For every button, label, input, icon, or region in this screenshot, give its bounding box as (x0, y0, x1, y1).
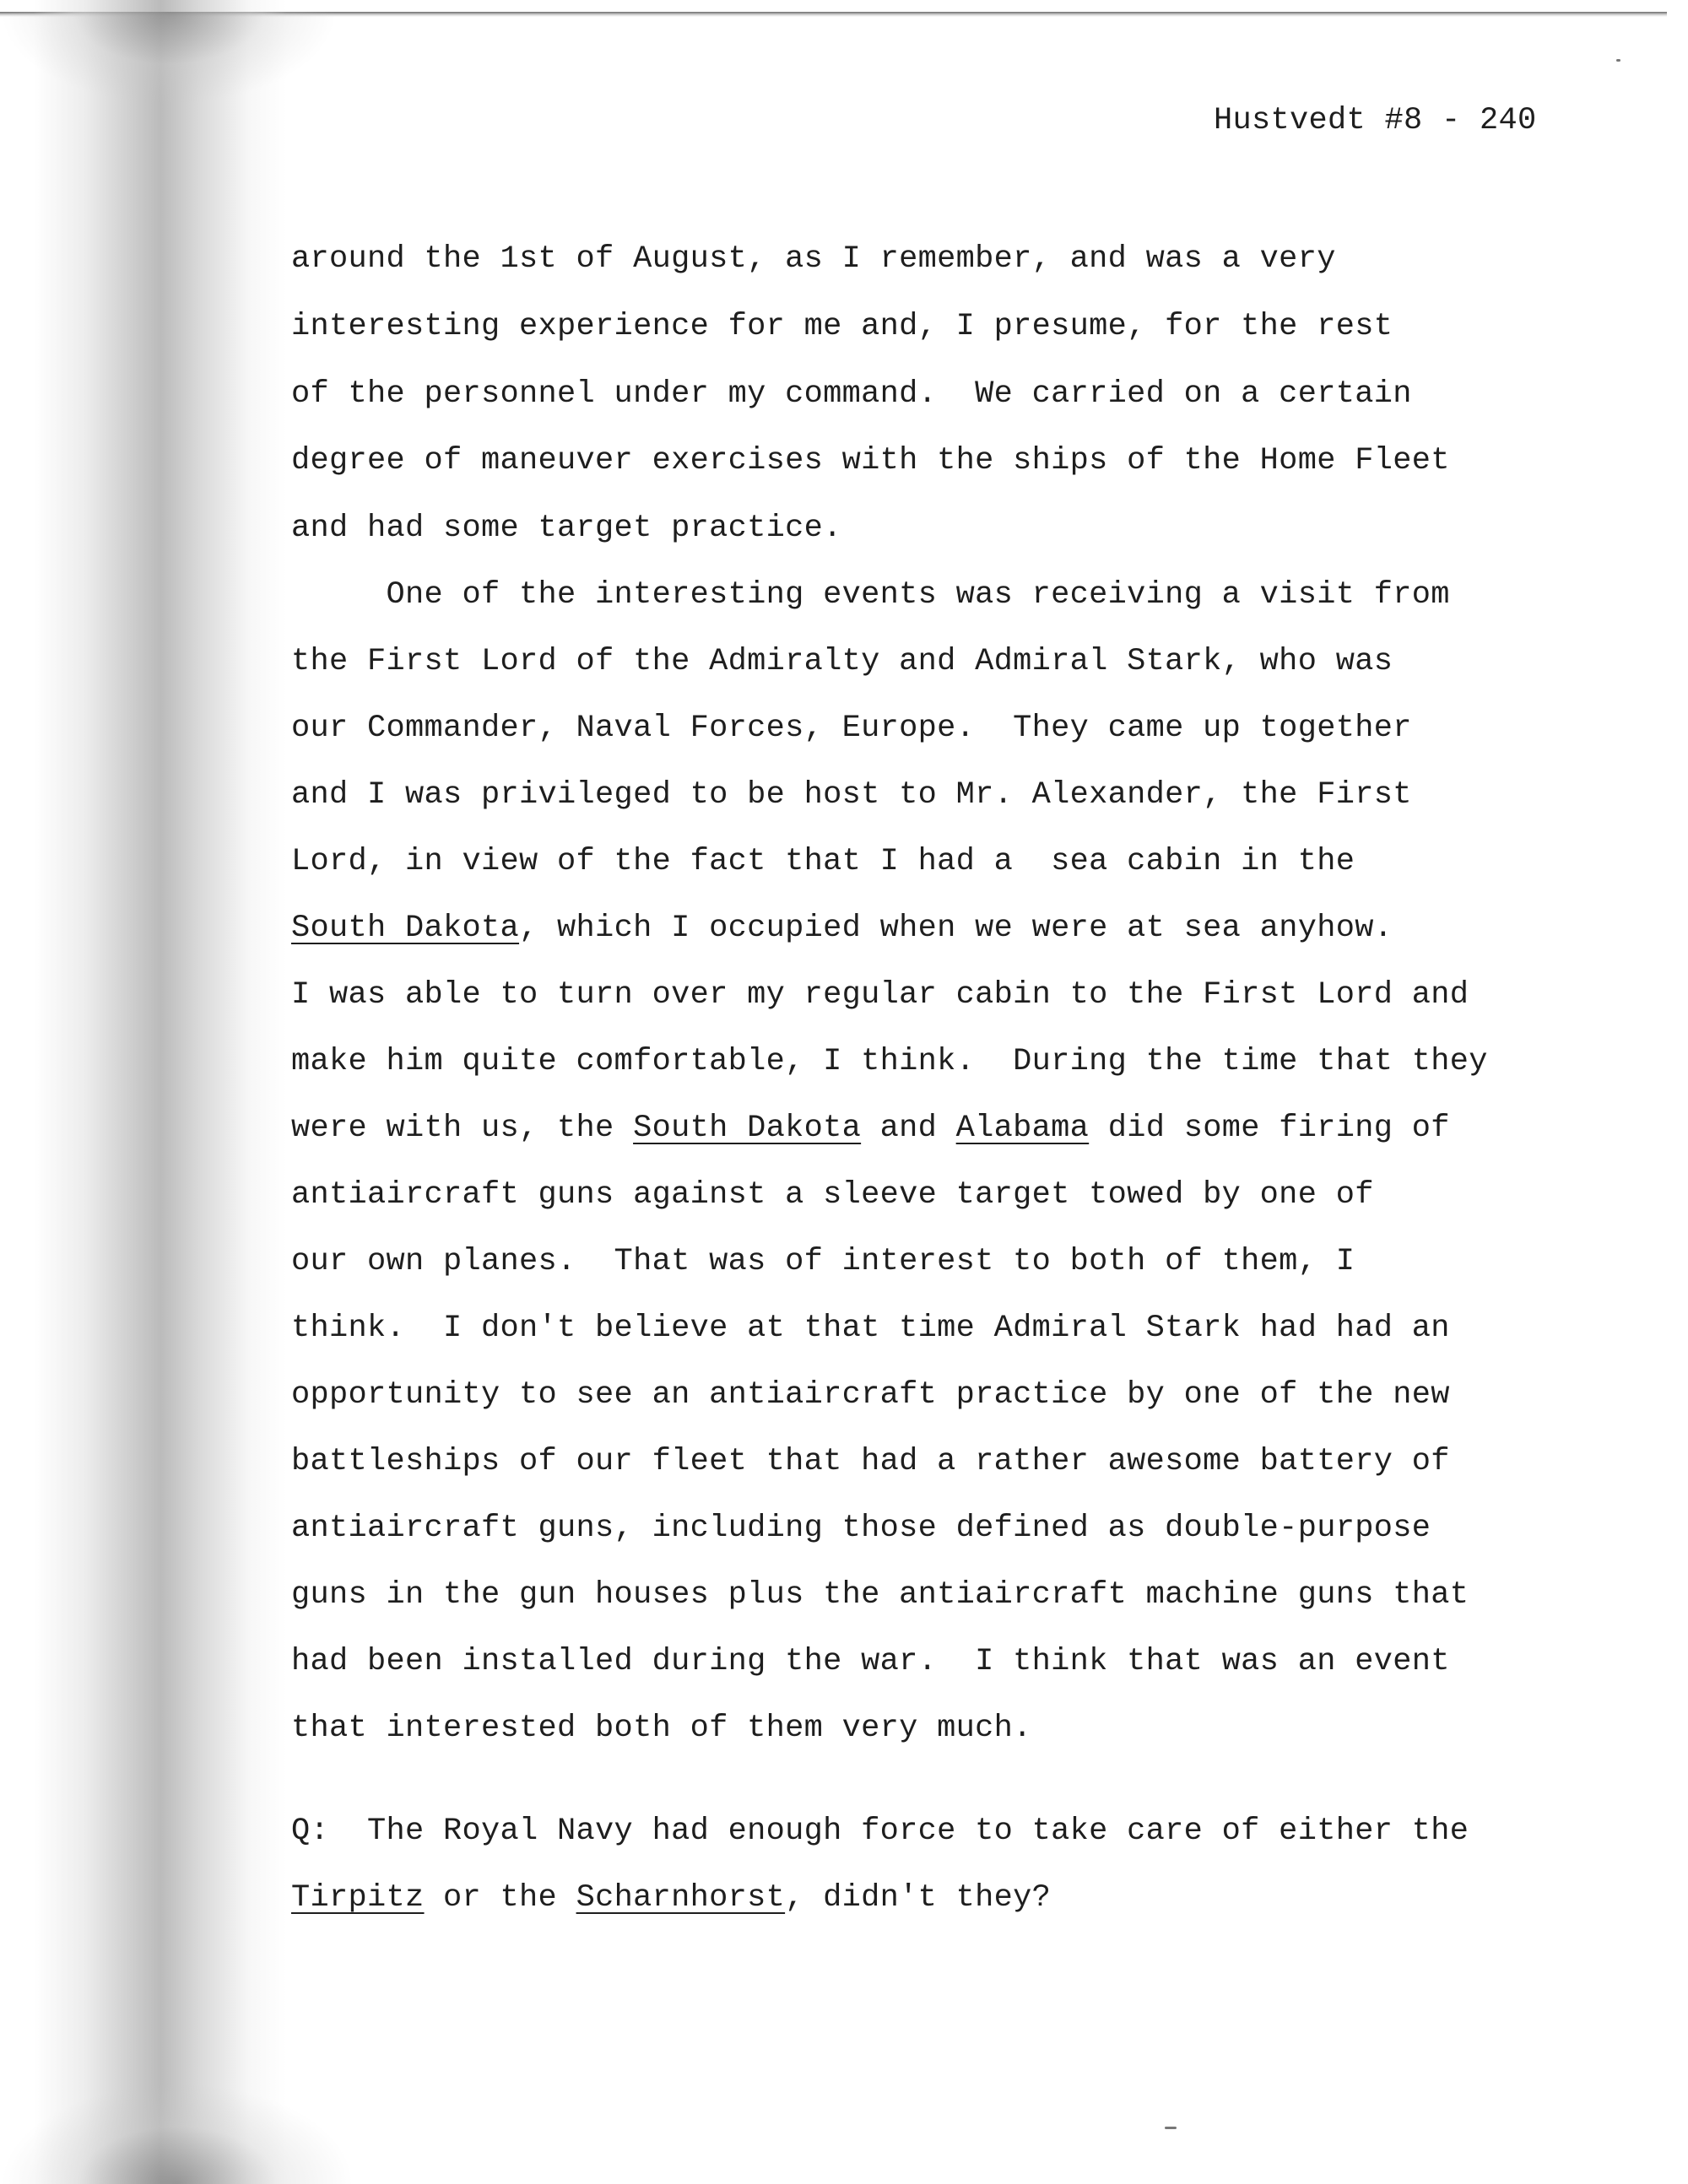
binding-shadow (34, 0, 287, 2184)
text-line: opportunity to see an antiaircraft practice by one of the new (291, 1377, 1450, 1413)
text-line: and had some target practice. (291, 511, 842, 546)
text-line: of the personnel under my command. We carried on a certain (291, 376, 1412, 412)
text-line: think. I don't believe at that time Admiral Stark had had an (291, 1311, 1450, 1346)
text-line: around the 1st of August, as I remember, and was a very (291, 241, 1336, 277)
page-header: Hustvedt #8 - 240 (1214, 103, 1537, 138)
text-line: guns in the gun houses plus the antiaircraft machine guns that (291, 1577, 1469, 1613)
text-line: the First Lord of the Admiralty and Admiral Stark, who was (291, 644, 1393, 679)
text-line: our Commander, Naval Forces, Europe. They came up together (291, 711, 1412, 746)
text-fragment: , didn't they? (785, 1880, 1052, 1916)
ship-name: South Dakota (633, 1111, 862, 1146)
text-line: and I was privileged to be host to Mr. Alexander, the First (291, 777, 1412, 813)
text-line: our own planes. That was of interest to both of them, I (291, 1244, 1355, 1279)
text-line: Lord, in view of the fact that I had a sea cabin in the (291, 844, 1355, 879)
text-line: I was able to turn over my regular cabin to the First Lord and (291, 977, 1469, 1013)
scan-speck (1616, 59, 1620, 62)
text-line: One of the interesting events was receiving a visit from (291, 577, 1450, 613)
scan-speck (1165, 2127, 1177, 2129)
text-line: had been installed during the war. I think that was an event (291, 1644, 1450, 1679)
ship-name: Scharnhorst (576, 1880, 786, 1916)
text-line: battleships of our fleet that had a rather awesome battery of (291, 1444, 1450, 1479)
text-fragment: were with us, the (291, 1111, 634, 1146)
ship-name: Alabama (955, 1111, 1090, 1146)
text-fragment: and (861, 1111, 956, 1146)
text-line: make him quite comfortable, I think. During the time that they (291, 1044, 1488, 1079)
text-line: interesting experience for me and, I presume, for the rest (291, 309, 1393, 344)
text-line: antiaircraft guns, including those defined as double-purpose (291, 1511, 1431, 1546)
text-line (291, 908, 1393, 949)
question-line: Q: The Royal Navy had enough force to take care of either the (291, 1814, 1469, 1849)
binding-shadow-bottom (0, 2083, 354, 2184)
text-line: degree of maneuver exercises with the ships of the Home Fleet (291, 443, 1450, 478)
text-line (291, 1108, 1450, 1149)
ship-name: Tirpitz (291, 1880, 425, 1916)
text-fragment: or the (424, 1880, 576, 1916)
ship-name: South Dakota (291, 911, 520, 946)
text-line: antiaircraft guns against a sleeve target towed by one of (291, 1177, 1374, 1213)
text-fragment: did some firing of (1089, 1111, 1450, 1146)
binding-shadow-top (0, 12, 338, 105)
question-line (291, 1878, 1051, 1918)
text-line: that interested both of them very much. (291, 1711, 1032, 1746)
text-fragment: , which I occupied when we were at sea anyhow. (519, 911, 1393, 946)
